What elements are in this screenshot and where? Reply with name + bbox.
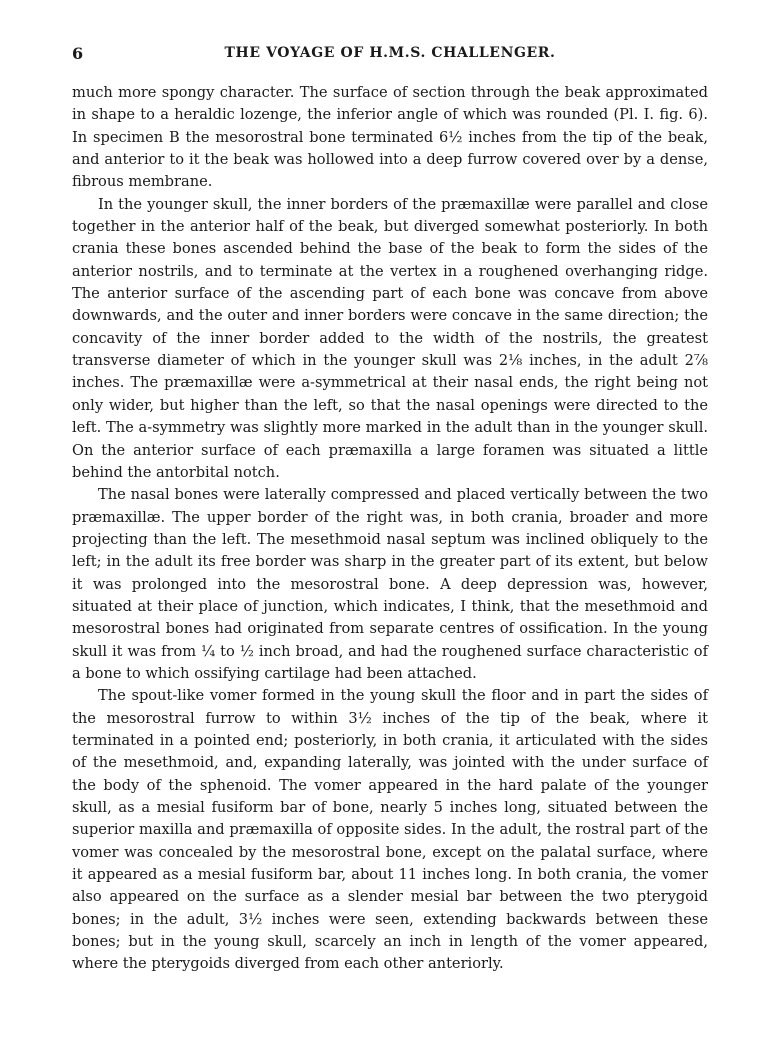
running-title: THE VOYAGE OF H.M.S. CHALLENGER. (224, 45, 556, 61)
paragraph-vomer: The spout-like vomer formed in the young skull the floor and in part the sides of the mesorostral furrow to within 3½ inches of the tip of the beak, where it terminated in a pointed end; posteriorly, in both crania, it articulated with the sides of the mesethmoid, and, expanding laterally, was jointed with the under surface of the body of the sphenoid. The vomer appeared in the hard palate of the younger skull, as a mesial fusiform bar of bone, nearly 5 inches long, situated between the superior maxilla and præmaxilla of opposite sides. In the adult, the rostral part of the vomer was concealed by the mesorostral bone, except on the palatal surface, where it appeared as a mesial fusiform bar, about 11 inches long. In both crania, the vomer also appeared on the surface as a slender mesial bar between the two pterygoid bones; in the adult, 3½ inches were seen, extending backwards between these bones; but in the young skull, scarcely an inch in length of the vomer appeared, where the pterygoids diverged from each other anteriorly. (72, 687, 708, 973)
body-text (72, 82, 708, 976)
page-number: 6 (72, 44, 84, 63)
paragraph-continuation: much more spongy character. The surface of section through the beak approximated in shape to a heraldic lozenge, the inferior angle of which was rounded (Pl. I. fig. 6). In specimen B the mesorostral bone terminated 6½ inches from the tip of the beak, and anterior to it the beak was hollowed into a deep furrow covered over by a dense, fibrous membrane. (72, 84, 708, 191)
running-head (72, 44, 708, 66)
paragraph-nasal-bones: The nasal bones were laterally compressed and placed vertically between the two præmaxillæ. The upper border of the right was, in both crania, broader and more projecting than the left. The mesethmoid nasal septum was inclined obliquely to the left; in the adult its free border was sharp in the greater part of its extent, but below it was prolonged into the mesorostral bone. A deep depression was, however, situated at their place of junction, which indicates, I think, that the mesethmoid and mesorostral bones had originated from separate centres of ossification. In the young skull it was from ¼ to ½ inch broad, and had the roughened surface characteristic of a bone to which ossifying cartilage had been attached. (72, 486, 708, 682)
paragraph-praemaxillae: In the younger skull, the inner borders of the præmaxillæ were parallel and close together in the anterior half of the beak, but diverged somewhat posteriorly. In both crania these bones ascended behind the base of the beak to form the sides of the anterior nostrils, and to terminate at the vertex in a roughened overhanging ridge. The anterior surface of the ascending part of each bone was concave from above downwards, and the outer and inner borders were concave in the same direction; the concavity of the inner border added to the width of the nostrils, the greatest transverse diameter of which in the younger skull was 2⅛ inches, in the adult 2⅞ inches. The præmaxillæ were a-symmetrical at their nasal ends, the right being not only wider, but higher than the left, so that the nasal openings were directed to the left. The a-symmetry was slightly more marked in the adult than in the younger skull. On the anterior surface of each præmaxilla a large foramen was situated a little behind the antorbital notch. (72, 195, 708, 481)
